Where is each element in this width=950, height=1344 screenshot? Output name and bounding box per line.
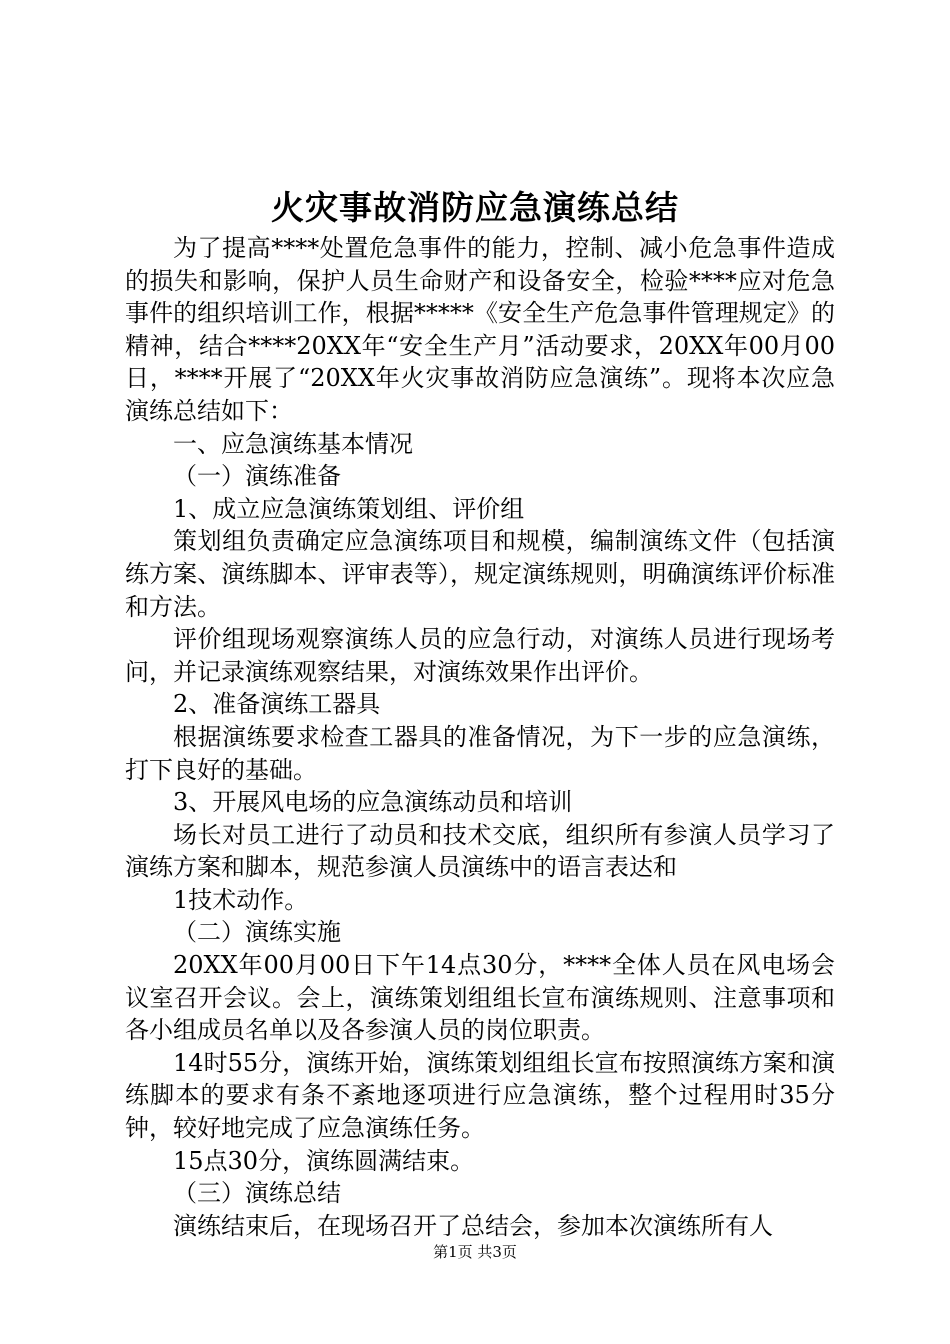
paragraph-drill-start: 14时55分，演练开始，演练策划组组长宣布按照演练方案和演练脚本的要求有条不紊地逐项进行应急演练，整个过程用时35分钟，较好地完成了应急演练任务。 <box>125 1048 835 1143</box>
paragraph-technical-actions: 1技术动作。 <box>173 885 309 914</box>
page-number-footer: 第1页 共3页 <box>433 1243 517 1261</box>
document-body <box>125 232 835 1242</box>
paragraph-summary-meeting: 演练结束后，在现场召开了总结会，参加本次演练所有人 <box>173 1211 773 1240</box>
paragraph-intro: 为了提高****处置危急事件的能力，控制、减小危急事件造成的损失和影响，保护人员生命财产和设备安全，检验****应对危急事件的组织培训工作，根据*****《安全生产危急事件管理规定》的精神，结合****20XX年“安全生产月”活动要求，20XX年00月00日，****开展了“20XX年火灾事故消防应急演练”。现将本次应急演练总结如下： <box>125 234 835 425</box>
paragraph-planning-group: 策划组负责确定应急演练项目和规模，编制演练文件（包括演练方案、演练脚本、评审表等），规定演练规则，明确演练评价标准和方法。 <box>125 527 835 621</box>
paragraph-drill-end: 15点30分，演练圆满结束。 <box>173 1146 475 1175</box>
paragraph-meeting: 20XX年00月00日下午14点30分，****全体人员在风电场会议室召开会议。会上，演练策划组组长宣布演练规则、注意事项和各小组成员名单以及各参演人员的岗位职责。 <box>125 951 835 1045</box>
subsection-heading-summary: （三）演练总结 <box>173 1179 341 1208</box>
paragraph-evaluation-group: 评价组现场观察演练人员的应急行动，对演练人员进行现场考问，并记录演练观察结果，对演练效果作出评价。 <box>125 625 835 686</box>
paragraph-equipment: 根据演练要求检查工器具的准备情况，为下一步的应急演练，打下良好的基础。 <box>125 722 835 784</box>
subsection-heading-preparation: （一）演练准备 <box>173 462 341 491</box>
item-heading-3: 3、开展风电场的应急演练动员和培训 <box>173 788 573 817</box>
item-heading-2: 2、准备演练工器具 <box>173 690 381 719</box>
section-heading-1: 一、应急演练基本情况 <box>173 429 413 458</box>
item-heading-1: 1、成立应急演练策划组、评价组 <box>173 494 525 523</box>
subsection-heading-implementation: （二）演练实施 <box>173 918 341 947</box>
paragraph-mobilization: 场长对员工进行了动员和技术交底，组织所有参演人员学习了演练方案和脚本，规范参演人员演练中的语言表达和 <box>125 820 835 882</box>
document-title: 火灾事故消防应急演练总结 <box>271 188 679 227</box>
